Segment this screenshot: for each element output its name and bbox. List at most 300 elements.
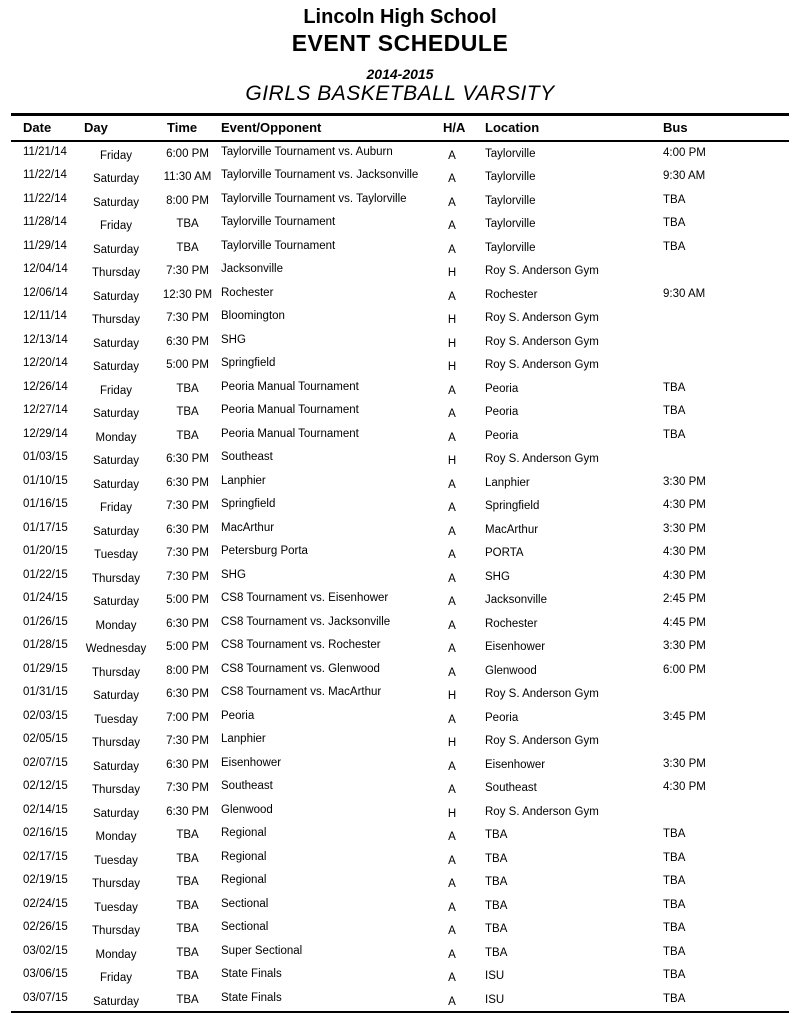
cell-bus: TBA <box>663 217 686 230</box>
cell-date: 01/16/15 <box>23 498 68 511</box>
cell-bus: 3:30 PM <box>663 522 706 535</box>
cell-bus: TBA <box>663 828 686 841</box>
table-row <box>11 400 789 424</box>
cell-home-away: A <box>448 384 456 397</box>
cell-day: Saturday <box>92 337 140 350</box>
cell-day: Thursday <box>92 572 140 585</box>
cell-bus: 3:30 PM <box>663 640 706 653</box>
cell-home-away: A <box>448 525 456 538</box>
table-row <box>11 659 789 683</box>
cell-location: TBA <box>485 946 508 959</box>
cell-event-opponent: Taylorville Tournament <box>221 216 336 229</box>
column-header-time: Time <box>159 116 216 141</box>
cell-day: Tuesday <box>94 549 138 562</box>
cell-day: Tuesday <box>94 854 138 867</box>
cell-date: 01/24/15 <box>23 592 68 605</box>
table-row <box>11 894 789 918</box>
cell-date: 02/05/15 <box>23 733 68 746</box>
cell-time: TBA <box>176 218 199 231</box>
cell-date: 12/06/14 <box>23 286 68 299</box>
cell-time: TBA <box>176 406 199 419</box>
cell-bus: TBA <box>663 428 686 441</box>
cell-time: TBA <box>176 382 199 395</box>
table-row <box>11 377 789 401</box>
cell-bus: 9:30 AM <box>663 287 706 300</box>
cell-home-away: A <box>448 925 456 938</box>
cell-event-opponent: Petersburg Porta <box>221 545 308 558</box>
cell-day: Thursday <box>92 784 140 797</box>
cell-bus: 6:00 PM <box>663 663 706 676</box>
cell-date: 12/20/14 <box>23 357 68 370</box>
schedule-table <box>11 116 789 1013</box>
cell-event-opponent: State Finals <box>221 991 282 1004</box>
cell-date: 11/22/14 <box>23 169 67 182</box>
cell-home-away: A <box>448 502 456 515</box>
table-row <box>11 682 789 706</box>
cell-home-away: A <box>448 666 456 679</box>
cell-location: Taylorville <box>485 218 536 231</box>
cell-bus: 3:45 PM <box>663 710 706 723</box>
cell-event-opponent: Sectional <box>221 897 269 910</box>
cell-event-opponent: Peoria <box>221 709 255 722</box>
cell-home-away: A <box>448 643 456 656</box>
cell-time: 6:30 PM <box>166 453 209 466</box>
cell-date: 03/02/15 <box>23 944 68 957</box>
cell-location: Peoria <box>485 406 519 419</box>
cell-date: 12/11/14 <box>23 310 67 323</box>
cell-event-opponent: Regional <box>221 850 267 863</box>
cell-time: 6:30 PM <box>166 335 209 348</box>
cell-day: Tuesday <box>94 713 138 726</box>
cell-event-opponent: Lanphier <box>221 474 266 487</box>
cell-date: 03/07/15 <box>23 991 68 1004</box>
cell-event-opponent: Regional <box>221 827 267 840</box>
table-row <box>11 635 789 659</box>
cell-date: 03/06/15 <box>23 968 68 981</box>
column-header-event-opponent: Event/Opponent <box>216 116 434 141</box>
cell-day: Saturday <box>92 596 140 609</box>
cell-day: Monday <box>95 831 137 844</box>
cell-time: 6:30 PM <box>166 476 209 489</box>
cell-bus: TBA <box>663 969 686 982</box>
cell-home-away: A <box>448 408 456 421</box>
table-row <box>11 283 789 307</box>
cell-day: Friday <box>100 502 132 515</box>
cell-time: TBA <box>176 829 199 842</box>
cell-time: 7:30 PM <box>166 547 209 560</box>
column-header-bus: Bus <box>645 116 789 141</box>
cell-event-opponent: Taylorville Tournament vs. Taylorville <box>221 192 407 205</box>
cell-day: Monday <box>95 948 137 961</box>
table-row <box>11 941 789 965</box>
cell-location: Eisenhower <box>485 758 546 771</box>
cell-date: 01/03/15 <box>23 451 68 464</box>
cell-event-opponent: Springfield <box>221 498 276 511</box>
table-row <box>11 518 789 542</box>
cell-home-away: A <box>448 948 456 961</box>
cell-location: Roy S. Anderson Gym <box>485 312 599 325</box>
cell-time: TBA <box>176 946 199 959</box>
cell-time: TBA <box>176 993 199 1006</box>
document-header <box>0 0 800 105</box>
cell-home-away: A <box>448 431 456 444</box>
cell-time: 6:30 PM <box>166 617 209 630</box>
cell-home-away: A <box>448 220 456 233</box>
cell-time: 8:00 PM <box>166 664 209 677</box>
column-header-day: Day <box>73 116 159 141</box>
table-row <box>11 823 789 847</box>
cell-home-away: A <box>448 290 456 303</box>
cell-date: 01/17/15 <box>23 521 68 534</box>
cell-day: Saturday <box>92 478 140 491</box>
cell-location: Roy S. Anderson Gym <box>485 335 599 348</box>
cell-date: 02/12/15 <box>23 780 68 793</box>
cell-date: 11/22/14 <box>23 192 67 205</box>
cell-home-away: A <box>448 619 456 632</box>
cell-event-opponent: Peoria Manual Tournament <box>221 404 359 417</box>
cell-location: Taylorville <box>485 147 536 160</box>
column-header-date: Date <box>11 116 73 141</box>
cell-event-opponent: CS8 Tournament vs. MacArthur <box>221 686 382 699</box>
cell-location: SHG <box>485 570 510 583</box>
cell-day: Tuesday <box>94 901 138 914</box>
cell-bus: TBA <box>663 405 686 418</box>
cell-bus: 4:30 PM <box>663 569 706 582</box>
cell-date: 02/17/15 <box>23 850 68 863</box>
cell-bus: 2:45 PM <box>663 593 706 606</box>
cell-date: 01/26/15 <box>23 615 68 628</box>
cell-bus: TBA <box>663 875 686 888</box>
cell-event-opponent: Glenwood <box>221 803 273 816</box>
cell-time: 8:00 PM <box>166 194 209 207</box>
cell-bus: 4:00 PM <box>663 146 706 159</box>
column-header-location: Location <box>470 116 645 141</box>
cell-date: 11/21/14 <box>23 145 67 158</box>
cell-home-away: A <box>448 173 456 186</box>
cell-location: Roy S. Anderson Gym <box>485 265 599 278</box>
cell-location: Peoria <box>485 429 519 442</box>
cell-location: MacArthur <box>485 523 539 536</box>
season-label: 2014-2015 <box>366 65 434 82</box>
table-row <box>11 353 789 377</box>
cell-time: TBA <box>176 241 199 254</box>
cell-bus: 4:30 PM <box>663 499 706 512</box>
table-row <box>11 494 789 518</box>
table-row <box>11 565 789 589</box>
table-row <box>11 729 789 753</box>
cell-location: Roy S. Anderson Gym <box>485 688 599 701</box>
table-row <box>11 165 789 189</box>
table-row <box>11 141 789 166</box>
cell-time: 7:30 PM <box>166 500 209 513</box>
cell-date: 02/19/15 <box>23 874 68 887</box>
cell-day: Thursday <box>92 737 140 750</box>
cell-day: Thursday <box>92 925 140 938</box>
cell-location: Eisenhower <box>485 641 546 654</box>
cell-location: Roy S. Anderson Gym <box>485 359 599 372</box>
cell-time: 5:00 PM <box>166 594 209 607</box>
cell-location: Rochester <box>485 288 538 301</box>
cell-date: 02/16/15 <box>23 827 68 840</box>
cell-home-away: A <box>448 149 456 162</box>
cell-location: ISU <box>485 993 505 1006</box>
cell-location: Taylorville <box>485 171 536 184</box>
cell-event-opponent: Bloomington <box>221 310 285 323</box>
cell-day: Thursday <box>92 666 140 679</box>
cell-bus: 4:30 PM <box>663 546 706 559</box>
cell-day: Friday <box>100 384 132 397</box>
cell-day: Thursday <box>92 267 140 280</box>
cell-day: Saturday <box>92 455 140 468</box>
cell-time: 6:30 PM <box>166 758 209 771</box>
cell-event-opponent: Regional <box>221 874 267 887</box>
cell-event-opponent: SHG <box>221 333 246 346</box>
cell-home-away: H <box>447 690 457 703</box>
cell-event-opponent: Eisenhower <box>221 756 282 769</box>
cell-event-opponent: State Finals <box>221 968 282 981</box>
cell-bus: TBA <box>663 851 686 864</box>
cell-time: TBA <box>176 852 199 865</box>
cell-location: Peoria <box>485 382 519 395</box>
cell-time: 11:30 AM <box>163 171 212 184</box>
cell-day: Saturday <box>92 525 140 538</box>
cell-event-opponent: Peoria Manual Tournament <box>221 380 359 393</box>
cell-date: 12/04/14 <box>23 263 68 276</box>
cell-day: Monday <box>95 619 137 632</box>
cell-date: 02/07/15 <box>23 756 68 769</box>
cell-home-away: H <box>447 337 457 350</box>
cell-time: 6:30 PM <box>166 523 209 536</box>
table-row <box>11 306 789 330</box>
cell-home-away: A <box>448 760 456 773</box>
cell-date: 01/31/15 <box>23 686 68 699</box>
cell-home-away: A <box>448 831 456 844</box>
cell-day: Saturday <box>92 290 140 303</box>
cell-bus: TBA <box>663 898 686 911</box>
cell-day: Wednesday <box>85 643 147 656</box>
cell-event-opponent: Jacksonville <box>221 263 283 276</box>
cell-home-away: A <box>448 713 456 726</box>
cell-event-opponent: Southeast <box>221 780 273 793</box>
cell-date: 01/28/15 <box>23 639 68 652</box>
cell-home-away: A <box>448 854 456 867</box>
cell-home-away: H <box>447 737 457 750</box>
cell-bus: TBA <box>663 945 686 958</box>
cell-day: Thursday <box>92 878 140 891</box>
cell-day: Saturday <box>92 196 140 209</box>
cell-time: TBA <box>176 923 199 936</box>
cell-home-away: A <box>448 784 456 797</box>
table-row <box>11 612 789 636</box>
cell-location: ISU <box>485 970 505 983</box>
cell-location: Roy S. Anderson Gym <box>485 735 599 748</box>
cell-time: 12:30 PM <box>162 288 213 301</box>
cell-date: 01/20/15 <box>23 545 68 558</box>
table-row <box>11 706 789 730</box>
cell-time: 7:30 PM <box>166 782 209 795</box>
cell-location: Roy S. Anderson Gym <box>485 805 599 818</box>
table-row <box>11 917 789 941</box>
cell-bus: TBA <box>663 240 686 253</box>
cell-date: 01/22/15 <box>23 568 68 581</box>
cell-day: Saturday <box>92 243 140 256</box>
column-header-home-away: H/A <box>434 116 470 141</box>
cell-event-opponent: Sectional <box>221 921 269 934</box>
cell-time: 6:00 PM <box>166 147 209 160</box>
cell-event-opponent: Taylorville Tournament vs. Auburn <box>221 145 393 158</box>
table-row <box>11 588 789 612</box>
cell-event-opponent: Springfield <box>221 357 276 370</box>
cell-day: Monday <box>95 431 137 444</box>
cell-home-away: H <box>447 267 457 280</box>
cell-home-away: A <box>448 196 456 209</box>
table-row <box>11 447 789 471</box>
cell-date: 12/13/14 <box>23 333 68 346</box>
table-row <box>11 541 789 565</box>
cell-time: 7:30 PM <box>166 735 209 748</box>
table-row <box>11 424 789 448</box>
cell-home-away: H <box>447 314 457 327</box>
cell-day: Saturday <box>92 807 140 820</box>
cell-bus: TBA <box>663 992 686 1005</box>
cell-time: TBA <box>176 876 199 889</box>
table-row <box>11 800 789 824</box>
cell-time: 7:30 PM <box>166 312 209 325</box>
cell-home-away: A <box>448 901 456 914</box>
cell-date: 12/27/14 <box>23 404 68 417</box>
cell-time: 5:00 PM <box>166 641 209 654</box>
cell-bus: TBA <box>663 193 686 206</box>
cell-event-opponent: Lanphier <box>221 733 266 746</box>
cell-date: 02/24/15 <box>23 897 68 910</box>
team-name: GIRLS BASKETBALL VARSITY <box>245 81 555 105</box>
table-row <box>11 259 789 283</box>
table-row <box>11 189 789 213</box>
cell-event-opponent: CS8 Tournament vs. Jacksonville <box>221 615 391 628</box>
cell-day: Saturday <box>92 995 140 1008</box>
cell-bus: 4:30 PM <box>663 781 706 794</box>
cell-day: Thursday <box>92 314 140 327</box>
cell-time: TBA <box>176 970 199 983</box>
cell-time: 7:30 PM <box>166 265 209 278</box>
table-row <box>11 212 789 236</box>
table-row <box>11 753 789 777</box>
cell-location: Peoria <box>485 711 519 724</box>
cell-bus: 3:30 PM <box>663 475 706 488</box>
cell-time: TBA <box>176 429 199 442</box>
cell-location: PORTA <box>485 547 524 560</box>
table-row <box>11 964 789 988</box>
cell-day: Friday <box>100 220 132 233</box>
cell-location: Springfield <box>485 500 540 513</box>
cell-location: Jacksonville <box>485 594 547 607</box>
cell-bus: 4:45 PM <box>663 616 706 629</box>
cell-time: 6:30 PM <box>166 805 209 818</box>
cell-day: Saturday <box>92 690 140 703</box>
cell-event-opponent: Super Sectional <box>221 944 303 957</box>
cell-home-away: A <box>448 995 456 1008</box>
table-row <box>11 330 789 354</box>
cell-event-opponent: Southeast <box>221 451 273 464</box>
cell-location: Taylorville <box>485 194 536 207</box>
cell-date: 02/26/15 <box>23 921 68 934</box>
cell-time: 5:00 PM <box>166 359 209 372</box>
cell-home-away: H <box>447 361 457 374</box>
cell-home-away: A <box>448 478 456 491</box>
cell-date: 01/29/15 <box>23 662 68 675</box>
cell-home-away: A <box>448 243 456 256</box>
table-row <box>11 847 789 871</box>
cell-day: Saturday <box>92 408 140 421</box>
cell-location: Taylorville <box>485 241 536 254</box>
cell-home-away: A <box>448 972 456 985</box>
cell-day: Saturday <box>92 760 140 773</box>
cell-date: 12/29/14 <box>23 427 68 440</box>
cell-event-opponent: Rochester <box>221 286 274 299</box>
table-row <box>11 236 789 260</box>
cell-day: Friday <box>100 972 132 985</box>
header-row <box>11 116 789 141</box>
table-row <box>11 471 789 495</box>
cell-home-away: H <box>447 807 457 820</box>
page-title: EVENT SCHEDULE <box>291 30 509 56</box>
cell-event-opponent: CS8 Tournament vs. Eisenhower <box>221 592 389 605</box>
school-name: Lincoln High School <box>303 6 497 28</box>
cell-event-opponent: Peoria Manual Tournament <box>221 427 359 440</box>
cell-location: Southeast <box>485 782 537 795</box>
cell-event-opponent: SHG <box>221 568 246 581</box>
cell-date: 02/03/15 <box>23 709 68 722</box>
cell-location: Roy S. Anderson Gym <box>485 453 599 466</box>
cell-date: 11/29/14 <box>23 239 67 252</box>
cell-location: TBA <box>485 899 508 912</box>
cell-location: Rochester <box>485 617 538 630</box>
cell-event-opponent: CS8 Tournament vs. Rochester <box>221 639 381 652</box>
cell-location: TBA <box>485 829 508 842</box>
cell-time: 7:30 PM <box>166 570 209 583</box>
cell-time: 6:30 PM <box>166 688 209 701</box>
cell-bus: TBA <box>663 381 686 394</box>
cell-bus: 3:30 PM <box>663 757 706 770</box>
cell-day: Saturday <box>92 361 140 374</box>
cell-date: 01/10/15 <box>23 474 68 487</box>
cell-date: 11/28/14 <box>23 216 67 229</box>
cell-event-opponent: MacArthur <box>221 521 275 534</box>
cell-location: TBA <box>485 876 508 889</box>
cell-time: 7:00 PM <box>166 711 209 724</box>
cell-date: 02/14/15 <box>23 803 68 816</box>
cell-home-away: A <box>448 549 456 562</box>
cell-home-away: A <box>448 596 456 609</box>
cell-home-away: H <box>447 455 457 468</box>
cell-location: TBA <box>485 923 508 936</box>
cell-event-opponent: CS8 Tournament vs. Glenwood <box>221 662 380 675</box>
cell-day: Saturday <box>92 173 140 186</box>
cell-location: TBA <box>485 852 508 865</box>
cell-location: Lanphier <box>485 476 530 489</box>
cell-bus: TBA <box>663 922 686 935</box>
table-row <box>11 776 789 800</box>
cell-home-away: A <box>448 878 456 891</box>
cell-event-opponent: Taylorville Tournament vs. Jacksonville <box>221 169 419 182</box>
cell-event-opponent: Taylorville Tournament <box>221 239 336 252</box>
cell-day: Friday <box>100 149 132 162</box>
cell-bus: 9:30 AM <box>663 170 706 183</box>
table-row <box>11 870 789 894</box>
cell-home-away: A <box>448 572 456 585</box>
cell-time: TBA <box>176 899 199 912</box>
cell-date: 12/26/14 <box>23 380 68 393</box>
